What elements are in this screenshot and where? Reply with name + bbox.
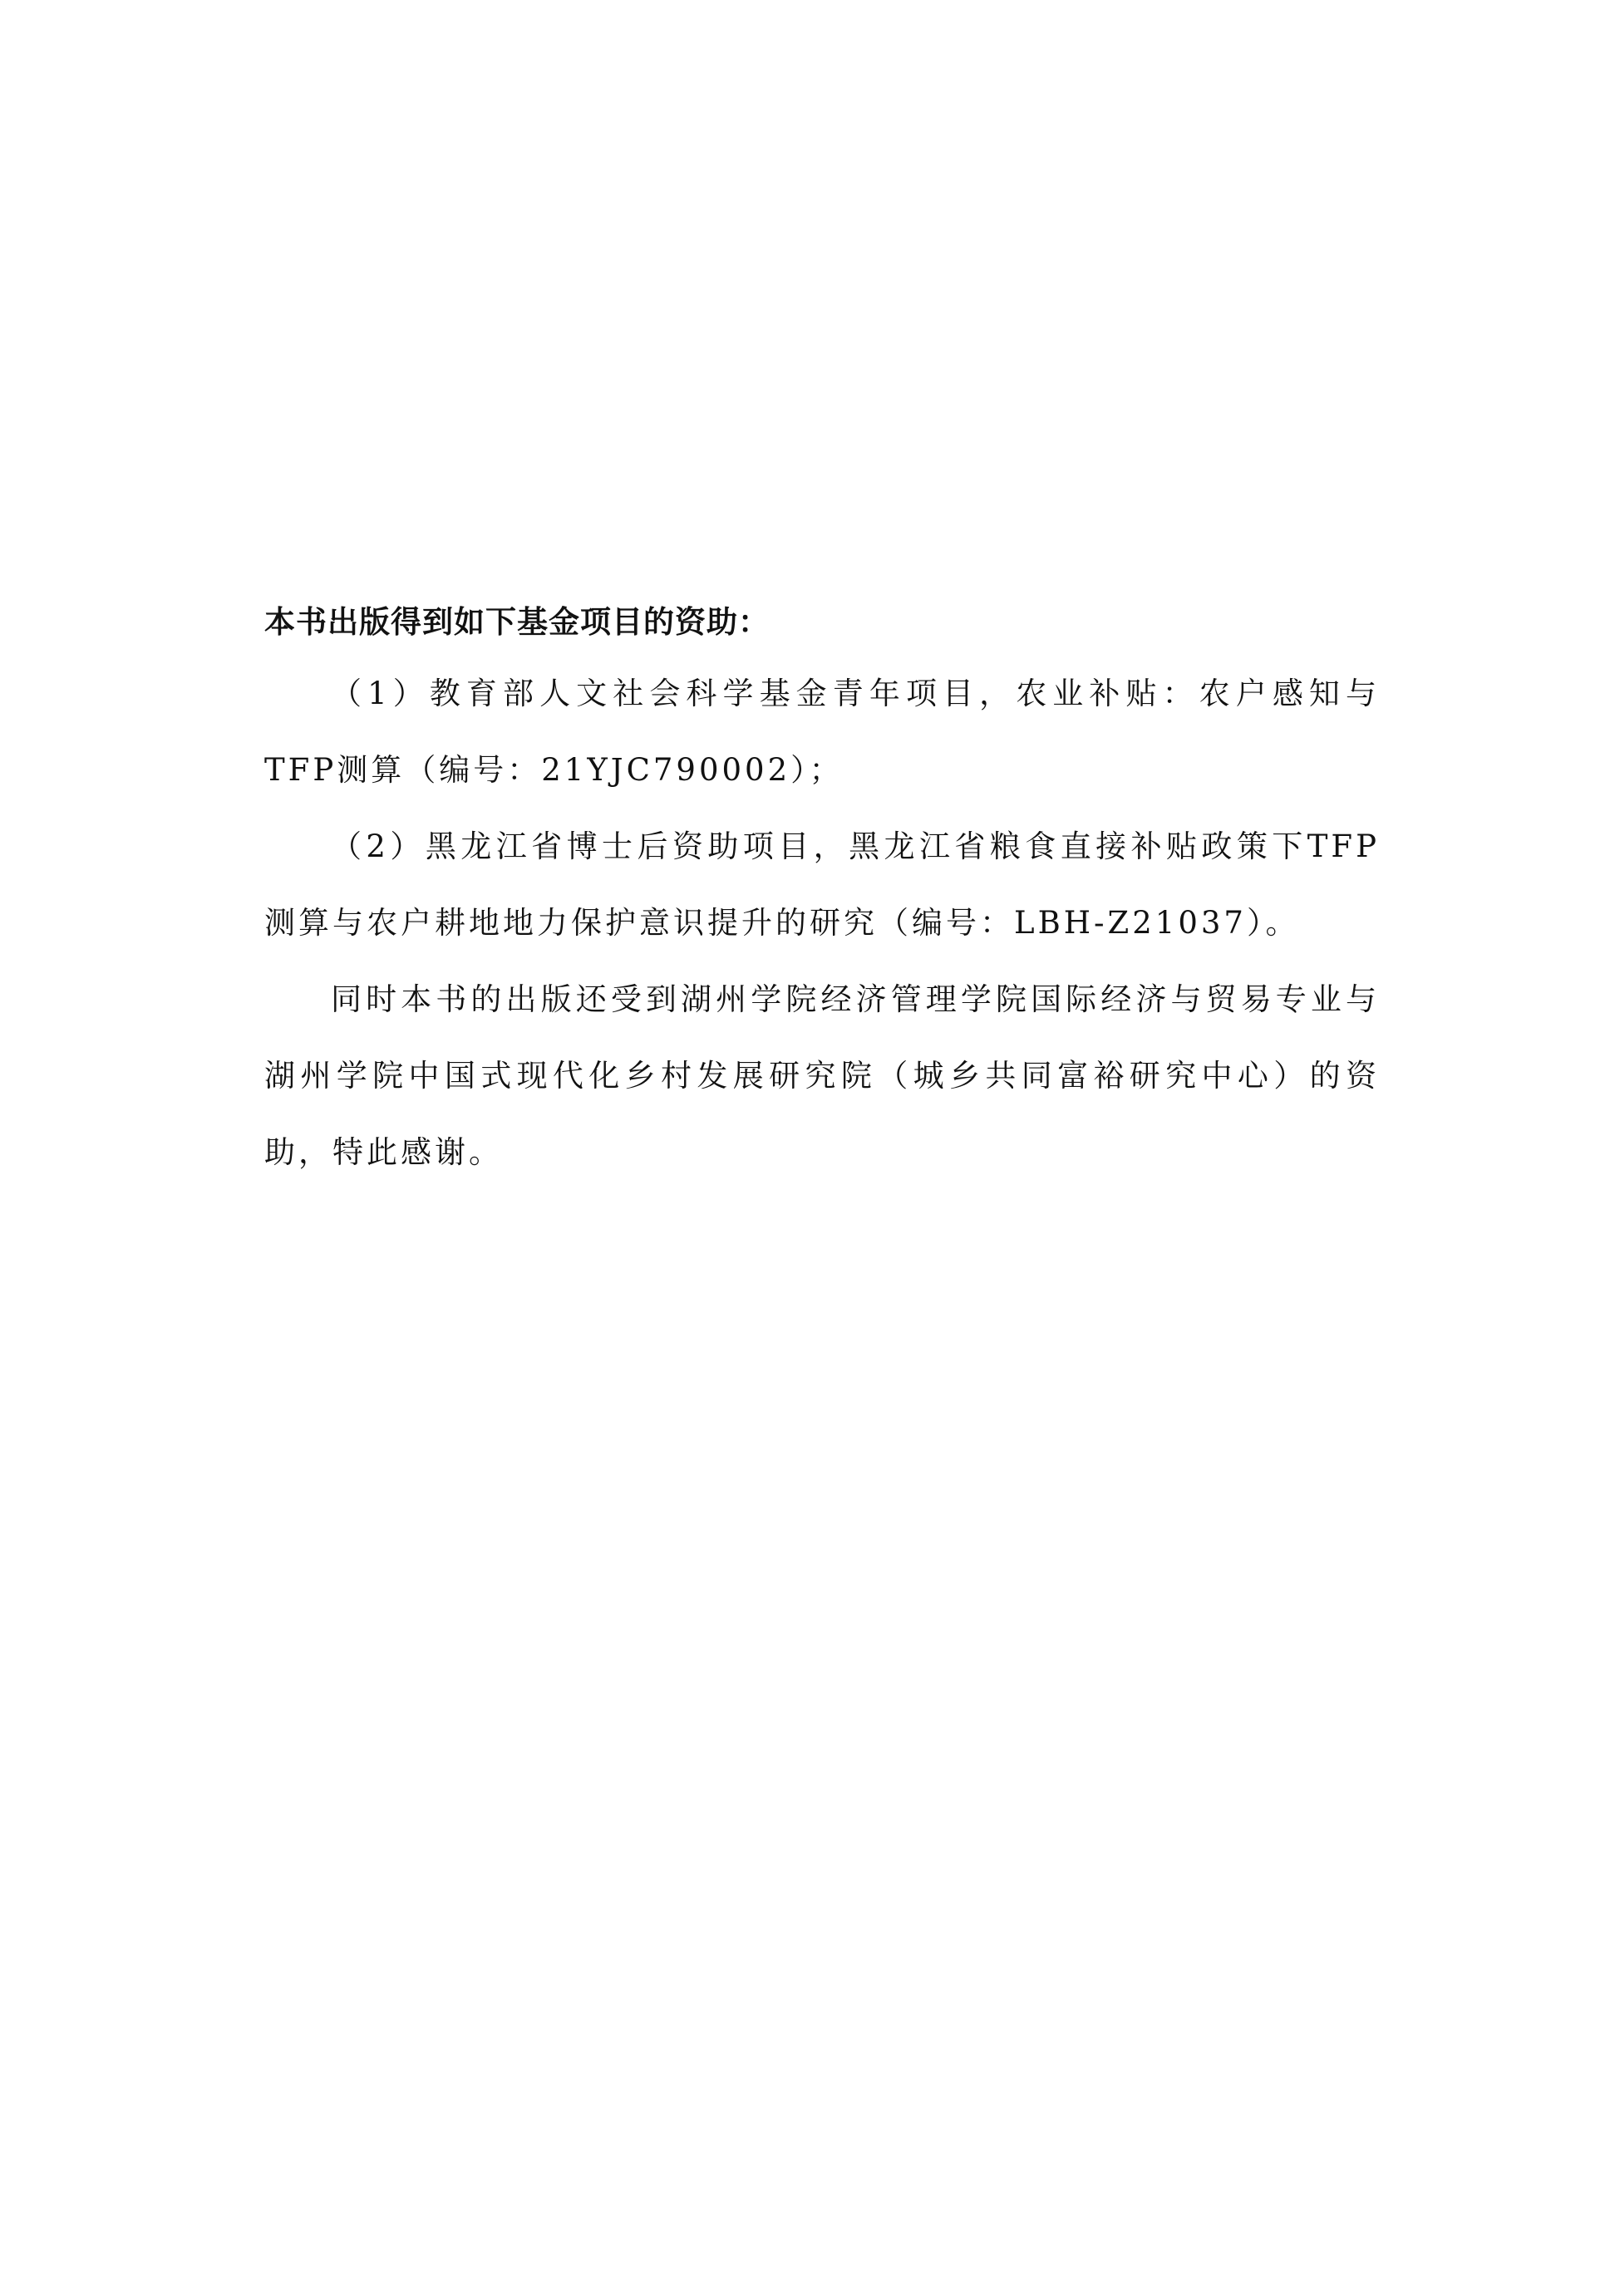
funding-item-1: （1）教育部人文社会科学基金青年项目，农业补贴：农户感知与TFP测算（编号：21YJC790002）； [264,676,1380,788]
funding-item-2: （2）黑龙江省博士后资助项目，黑龙江省粮食直接补贴政策下TFP测算与农户耕地地力保护意识提升的研究（编号：LBH-Z21037）。 [264,828,1380,941]
acknowledgement-heading: 本书出版得到如下基金项目的资助： [264,604,770,640]
acknowledgement-closing: 同时本书的出版还受到湖州学院经济管理学院国际经济与贸易专业与湖州学院中国式现代化乡村发展研究院（城乡共同富裕研究中心）的资助，特此感谢。 [264,981,1380,1170]
funding-acknowledgement [264,589,1380,1191]
